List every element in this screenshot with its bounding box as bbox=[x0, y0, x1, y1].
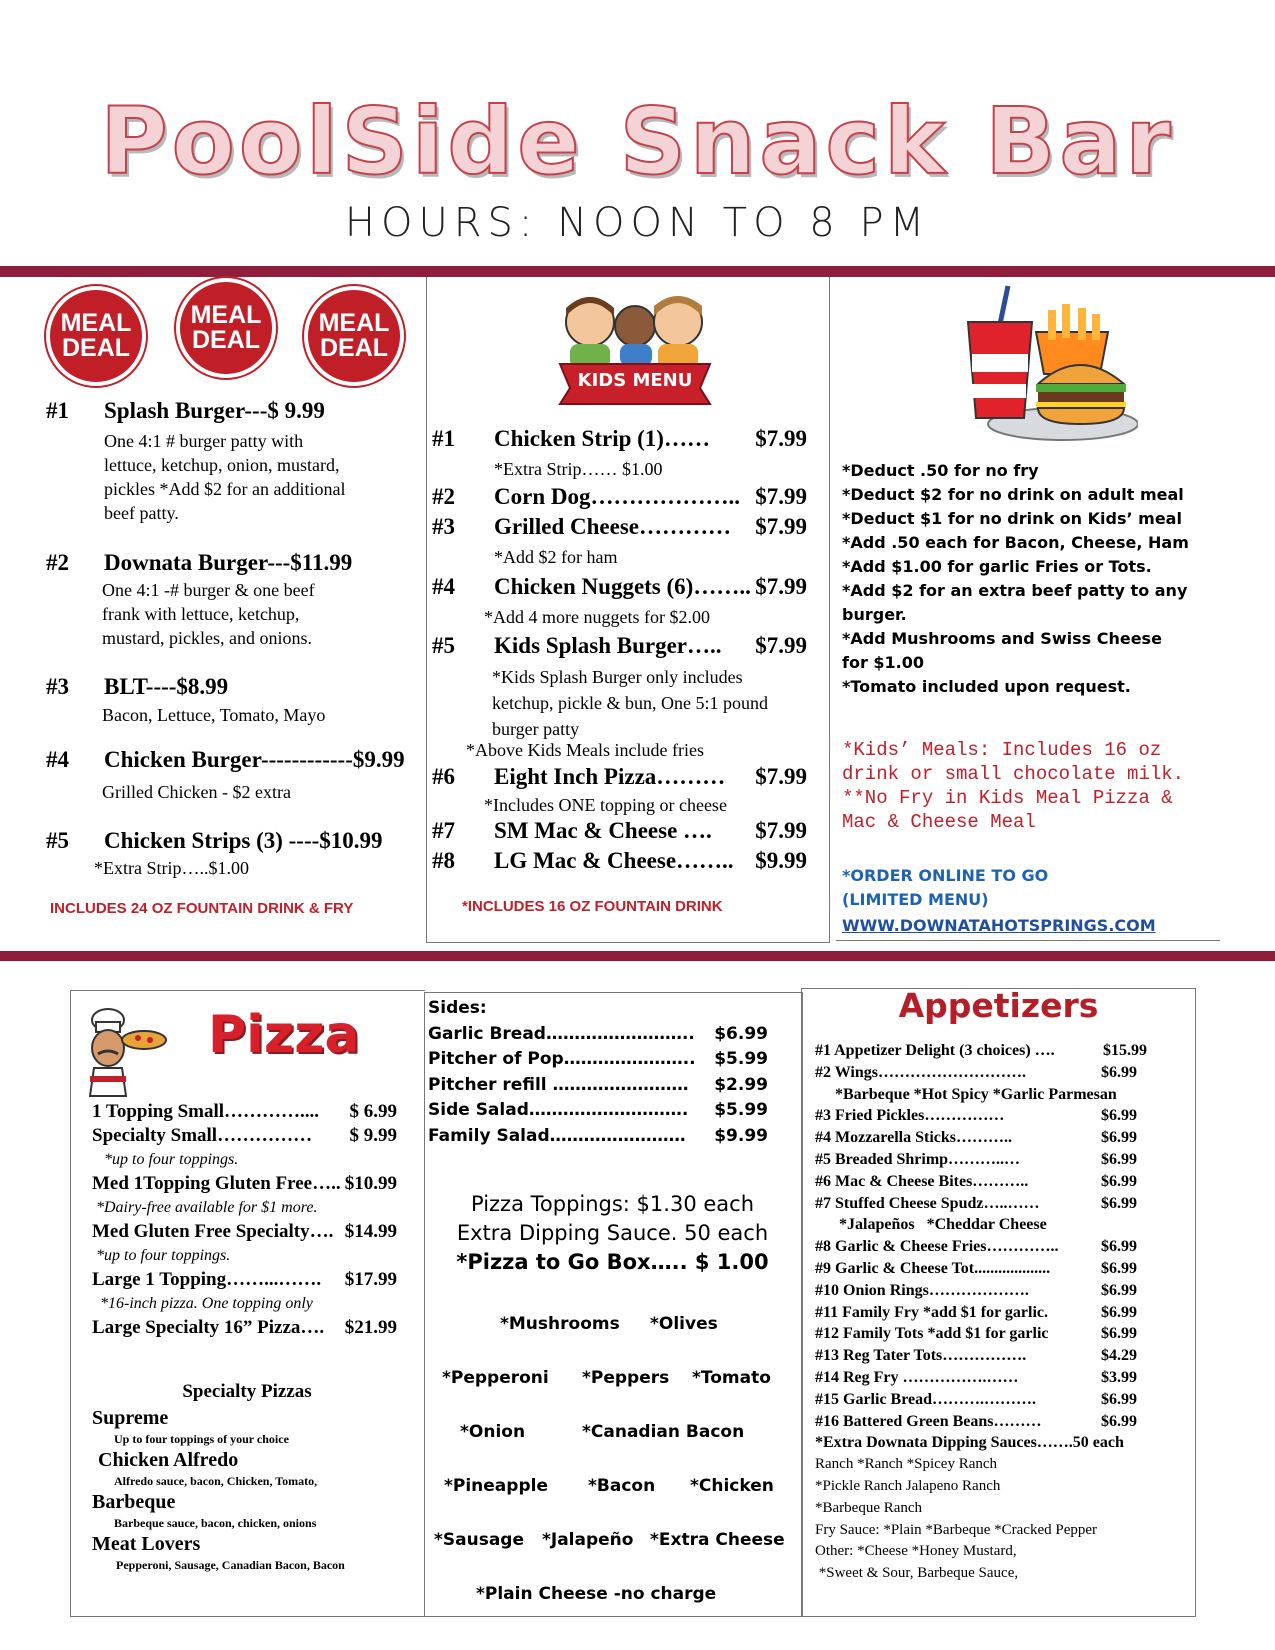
specialty-list bbox=[92, 1406, 422, 1574]
pizza-item-note: *16-inch pizza. One topping only bbox=[100, 1295, 313, 1312]
kids-menu-banner: KIDS MENU bbox=[577, 370, 693, 391]
appetizer-item: #14 Reg Fry …………….…… $3.99 bbox=[815, 1368, 1137, 1386]
divider bbox=[426, 942, 830, 943]
top-divider bbox=[0, 266, 1275, 277]
meal-item-desc: Bacon, Lettuce, Tomato, Mayo bbox=[102, 705, 326, 725]
pizza-chef-icon bbox=[74, 1002, 168, 1098]
page-title: PoolSide Snack Bar bbox=[100, 88, 1175, 195]
meal-item-title: Splash Burger---$ 9.99 bbox=[104, 398, 325, 423]
specialty-name: Chicken Alfredo bbox=[98, 1449, 239, 1471]
appetizer-item: #4 Mozzarella Sticks……….. $6.99 bbox=[815, 1129, 1137, 1147]
meal-deal-badge: MEAL DEAL bbox=[180, 282, 272, 374]
topping-item: *Canadian Bacon bbox=[582, 1422, 745, 1442]
meal-item-desc: One 4:1 -# burger & one beef frank with lettuce, ketchup, mustard, pickles, and onions. bbox=[102, 580, 315, 648]
topping-item: *Tomato bbox=[692, 1368, 771, 1388]
topping-item: *Sausage bbox=[434, 1530, 524, 1550]
pizza-item: 1 Topping Small………….... $ 6.99 bbox=[92, 1101, 397, 1122]
kids-item-note: *Includes ONE topping or cheese bbox=[484, 795, 727, 815]
kids-meal-notes: *Kids’ Meals: Includes 16 oz drink or small chocolate milk. **No Fry in Kids Meal Pizza & Mac & Cheese Meal bbox=[842, 739, 1185, 833]
appetizers-title: Appetizers bbox=[898, 986, 1099, 1025]
appetizer-item: #9 Garlic & Cheese Tot................... $6.99 bbox=[815, 1259, 1137, 1277]
sauce-line: Other: *Cheese *Honey Mustard, bbox=[815, 1543, 1017, 1560]
pizza-item-note: *Dairy-free available for $1 more. bbox=[96, 1199, 318, 1216]
appetizer-item: #1 Appetizer Delight (3 choices) …. $15.99 bbox=[815, 1042, 1147, 1059]
dipping-sauces-line: *Extra Downata Dipping Sauces…….50 each bbox=[815, 1434, 1124, 1452]
sides-title: Sides: bbox=[428, 998, 487, 1018]
sides-list bbox=[428, 996, 768, 1149]
kids-item-note: *Add $2 for ham bbox=[494, 547, 618, 567]
kids-item: #3 Grilled Cheese………… $7.99 bbox=[432, 514, 807, 539]
meal-deal-footer: INCLUDES 24 OZ FOUNTAIN DRINK & FRY bbox=[50, 900, 354, 917]
side-item: Pitcher of Pop………………….. $5.99 bbox=[428, 1049, 768, 1069]
sauce-line: *Pickle Ranch Jalapeno Ranch bbox=[815, 1477, 1001, 1494]
kids-above-note: *Above Kids Meals include fries bbox=[466, 740, 704, 760]
topping-item: *Plain Cheese -no charge bbox=[476, 1584, 717, 1604]
appetizers-list bbox=[815, 1040, 1147, 1585]
topping-item: *Chicken bbox=[690, 1476, 774, 1496]
hours-text: HOURS: NOON TO 8 PM bbox=[344, 200, 931, 246]
kids-item-note: *Add 4 more nuggets for $2.00 bbox=[484, 607, 710, 627]
kids-menu-logo bbox=[550, 286, 720, 410]
topping-item: *Peppers bbox=[582, 1368, 670, 1388]
appetizer-item: #10 Onion Rings………………. $6.99 bbox=[815, 1281, 1137, 1299]
pizza-title: Pizza bbox=[208, 1005, 360, 1065]
kids-item: #2 Corn Dog……………….. $7.99 bbox=[432, 484, 807, 509]
divider bbox=[426, 277, 427, 943]
divider bbox=[829, 277, 830, 943]
appetizer-item: #5 Breaded Shrimp………..… $6.99 bbox=[815, 1150, 1137, 1168]
kids-item: #7 SM Mac & Cheese …. $7.99 bbox=[432, 818, 807, 843]
pizza-item-note: *up to four toppings. bbox=[104, 1151, 239, 1168]
topping-item: *Mushrooms bbox=[500, 1314, 620, 1334]
meal-item-number: #5 bbox=[46, 828, 69, 853]
specialty-desc: Up to four toppings of your choice bbox=[114, 1432, 289, 1446]
topping-item: *Extra Cheese bbox=[650, 1530, 785, 1550]
appetizer-item: #8 Garlic & Cheese Fries………….. $6.99 bbox=[815, 1238, 1137, 1256]
online-order-notice: *ORDER ONLINE TO GO (LIMITED MENU) bbox=[842, 866, 1049, 909]
topping-item: *Pepperoni bbox=[442, 1368, 549, 1388]
pizza-item-note: *up to four toppings. bbox=[96, 1247, 231, 1264]
side-item: Pitcher refill …………………… $2.99 bbox=[428, 1074, 768, 1095]
meal-item-title: Chicken Burger------------$9.99 bbox=[104, 747, 405, 772]
meal-item-desc: *Extra Strip…..$1.00 bbox=[94, 858, 249, 878]
meal-item-number: #4 bbox=[46, 747, 69, 772]
kids-footer: *INCLUDES 16 OZ FOUNTAIN DRINK bbox=[462, 898, 723, 915]
appetizer-item: #6 Mac & Cheese Bites……….. $6.99 bbox=[815, 1172, 1137, 1190]
specialty-desc: Pepperoni, Sausage, Canadian Bacon, Bacon bbox=[116, 1558, 345, 1572]
specialty-desc: Barbeque sauce, bacon, chicken, onions bbox=[114, 1516, 317, 1530]
burger-meal-icon bbox=[958, 284, 1138, 444]
kids-item-note: *Extra Strip…… $1.00 bbox=[494, 459, 663, 479]
divider bbox=[836, 940, 1220, 941]
side-item: Garlic Bread…………………….. $6.99 bbox=[428, 1023, 768, 1044]
side-item: Side Salad………………………. $5.99 bbox=[428, 1100, 768, 1120]
meal-item-title: BLT----$8.99 bbox=[104, 674, 229, 699]
sauce-line: Ranch *Ranch *Spicey Ranch bbox=[815, 1456, 998, 1473]
sauce-line: *Barbeque Ranch bbox=[815, 1499, 923, 1516]
appetizer-item: #2 Wings………………………. $6.99 bbox=[815, 1063, 1137, 1081]
toppings-pricing: Pizza Toppings: $1.30 each Extra Dipping Sauce. 50 each *Pizza to Go Box….. $ 1.00 bbox=[456, 1192, 769, 1274]
appetizer-item: #12 Family Tots *add $1 for garlic $6.99 bbox=[815, 1325, 1137, 1343]
sauce-line: *Sweet & Sour, Barbeque Sauce, bbox=[815, 1565, 1019, 1582]
appetizer-option: *Jalapeños *Cheddar Cheese bbox=[815, 1216, 1047, 1234]
appetizer-item: #7 Stuffed Cheese Spudz…..…… $6.99 bbox=[815, 1194, 1137, 1212]
meal-item-desc: Grilled Chicken - $2 extra bbox=[102, 782, 291, 802]
pizza-item: Large Specialty 16” Pizza…. $21.99 bbox=[92, 1317, 397, 1338]
appetizer-item: #16 Battered Green Beans……… $6.99 bbox=[815, 1412, 1137, 1430]
middle-divider bbox=[0, 951, 1275, 961]
pizza-list bbox=[92, 1100, 397, 1340]
kids-item-note: *Kids Splash Burger only includes ketchup, pickle & bun, One 5:1 pound burger patty bbox=[492, 667, 768, 739]
pizza-item: Med 1Topping Gluten Free….. $10.99 bbox=[92, 1173, 397, 1194]
appetizer-item: #3 Fried Pickles…………… $6.99 bbox=[815, 1107, 1137, 1125]
meal-deal-badge: MEAL DEAL bbox=[308, 290, 400, 382]
kids-item: #8 LG Mac & Cheese…….. $9.99 bbox=[432, 848, 807, 873]
website-link[interactable]: WWW.DOWNATAHOTSPRINGS.COM bbox=[842, 916, 1156, 935]
meal-item-number: #2 bbox=[46, 550, 69, 575]
kids-item: #4 Chicken Nuggets (6)…….. $7.99 bbox=[432, 574, 807, 599]
side-item: Family Salad…………………… $9.99 bbox=[428, 1125, 768, 1146]
kids-item: #1 Chicken Strip (1)…… $7.99 bbox=[432, 426, 807, 451]
specialty-name: Barbeque bbox=[92, 1491, 176, 1513]
notes-list: *Deduct .50 for no fry *Deduct $2 for no drink on adult meal *Deduct $1 for no drink on Kids’ meal *Add .50 each for Bacon, Cheese, Ham *Add $1.00 for garlic Fries or Tots. *Add $2 for an extra beef patty to any burger. *Add Mushrooms and Swiss Cheese for $1.00 *Tomato included upon request. bbox=[842, 461, 1189, 696]
kids-item: #5 Kids Splash Burger….. $7.99 bbox=[432, 633, 807, 658]
appetizer-item: #13 Reg Tater Tots……………. $4.29 bbox=[815, 1347, 1137, 1365]
topping-item: *Jalapeño bbox=[542, 1530, 634, 1550]
sauce-line: Fry Sauce: *Plain *Barbeque *Cracked Pepper bbox=[815, 1521, 1098, 1538]
pizza-item: Med Gluten Free Specialty…. $14.99 bbox=[92, 1221, 397, 1242]
topping-item: *Onion bbox=[460, 1422, 526, 1442]
appetizer-item: #15 Garlic Bread……….………. $6.99 bbox=[815, 1390, 1137, 1408]
specialty-name: Supreme bbox=[92, 1407, 169, 1429]
topping-item: *Pineapple bbox=[444, 1476, 548, 1496]
pizza-item: Large 1 Topping……...……. $17.99 bbox=[92, 1269, 397, 1290]
specialty-desc: Alfredo sauce, bacon, Chicken, Tomato, bbox=[114, 1474, 318, 1488]
pizza-item: Specialty Small…………… $ 9.99 bbox=[92, 1125, 397, 1146]
meal-deal-badge: MEAL DEAL bbox=[50, 290, 142, 382]
meal-item-title: Downata Burger---$11.99 bbox=[104, 550, 353, 575]
meal-item-number: #1 bbox=[46, 398, 69, 423]
specialty-name: Meat Lovers bbox=[92, 1533, 201, 1555]
meal-item-number: #3 bbox=[46, 674, 69, 699]
topping-item: *Olives bbox=[650, 1314, 718, 1334]
topping-item: *Bacon bbox=[588, 1476, 656, 1496]
meal-item-desc: One 4:1 # burger patty with lettuce, ketchup, onion, mustard, pickles *Add $2 for an additional beef patty. bbox=[104, 431, 346, 523]
appetizer-option: *Barbeque *Hot Spicy *Garlic Parmesan bbox=[815, 1085, 1117, 1103]
kids-item: #6 Eight Inch Pizza……… $7.99 bbox=[432, 764, 807, 789]
appetizer-item: #11 Family Fry *add $1 for garlic. $6.99 bbox=[815, 1303, 1137, 1321]
specialty-pizzas-title: Specialty Pizzas bbox=[182, 1381, 312, 1402]
meal-item-title: Chicken Strips (3) ----$10.99 bbox=[104, 828, 383, 853]
